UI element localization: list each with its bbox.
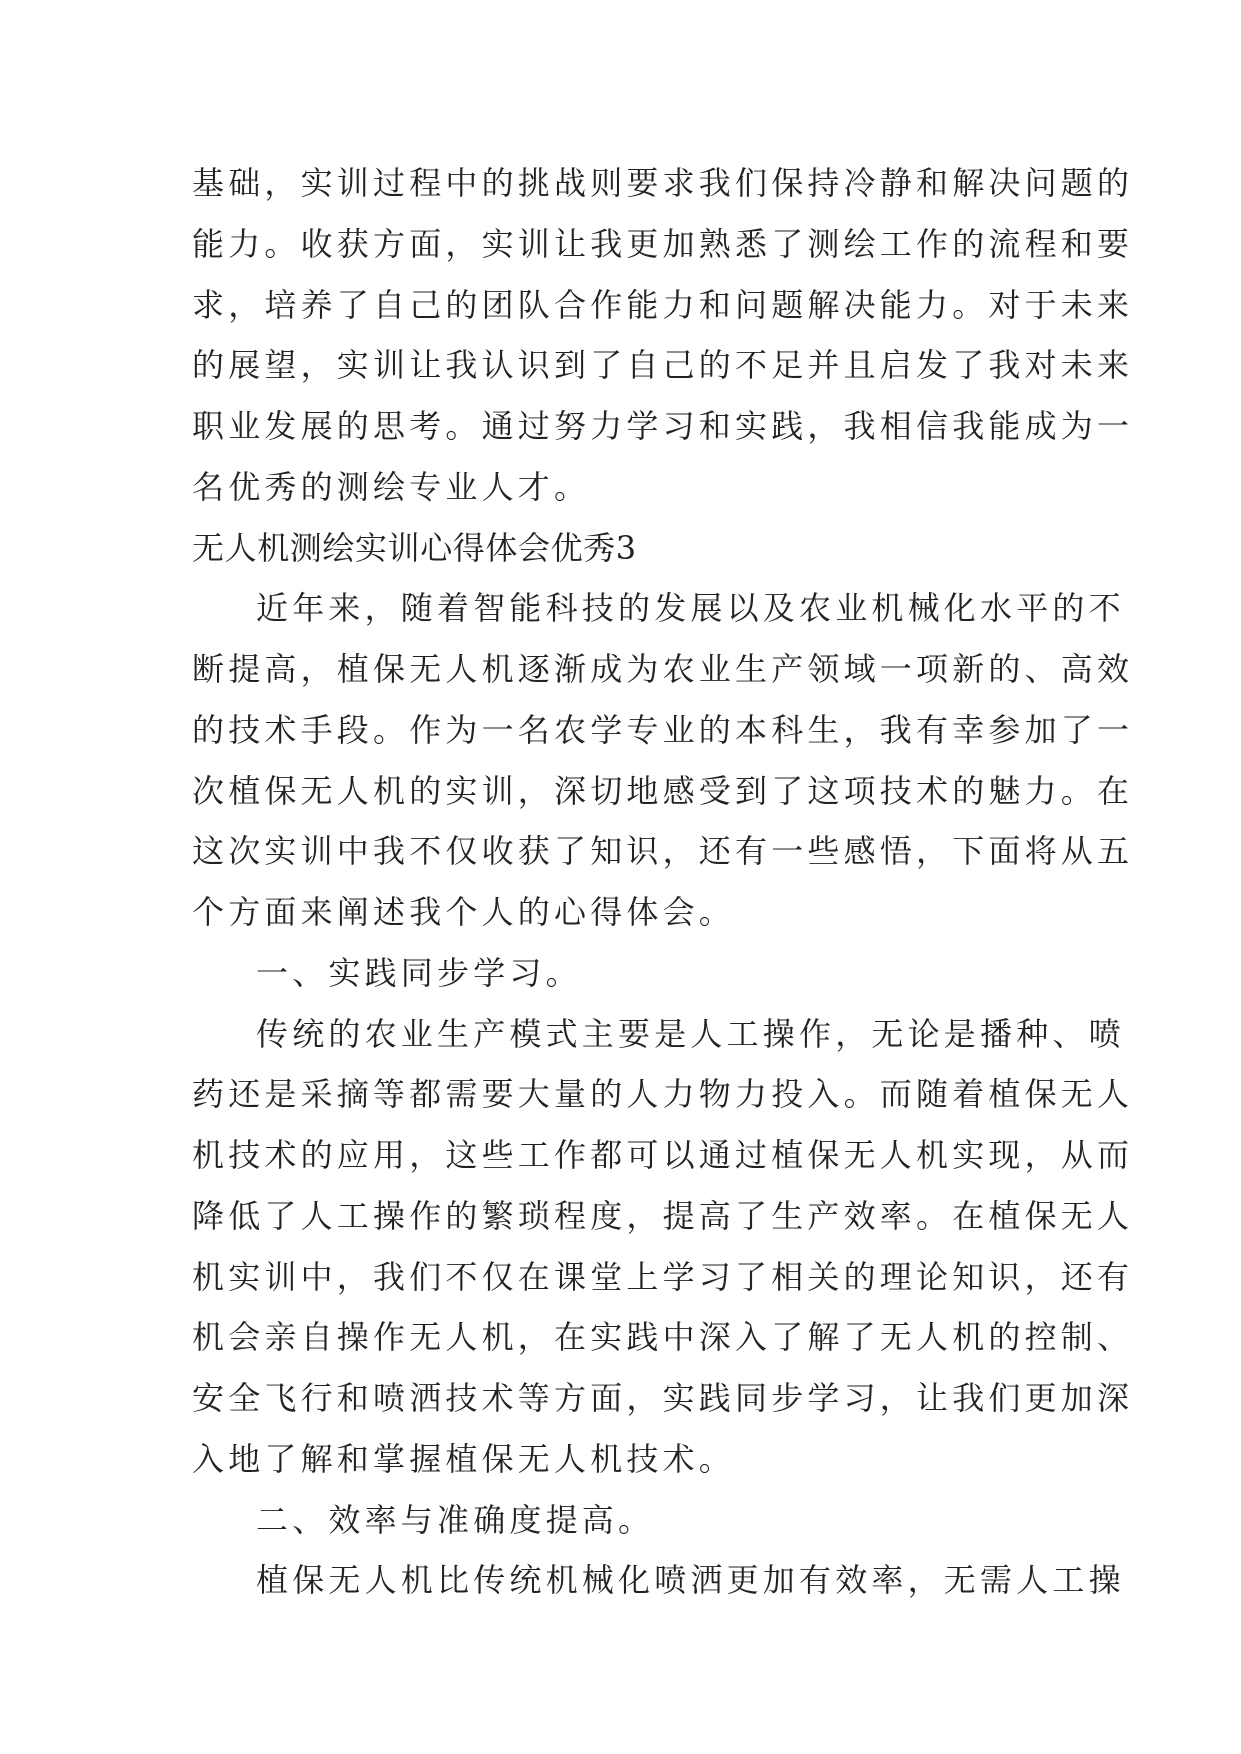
body-text-line: 降低了人工操作的繁琐程度，提高了生产效率。在植保无人 (192, 1197, 1134, 1235)
body-text-line: 次植保无人机的实训，深切地感受到了这项技术的魅力。在 (192, 772, 1134, 810)
body-text-line: 求，培养了自己的团队合作能力和问题解决能力。对于未来 (192, 286, 1134, 324)
body-text-line: 的展望，实训让我认识到了自己的不足并且启发了我对未来 (192, 346, 1134, 384)
subsection-heading: 一、实践同步学习。 (256, 954, 582, 992)
body-text-line: 植保无人机比传统机械化喷洒更加有效率，无需人工操 (256, 1561, 1125, 1599)
body-text-line: 传统的农业生产模式主要是人工操作，无论是播种、喷 (256, 1015, 1125, 1053)
body-text-line: 职业发展的思考。通过努力学习和实践，我相信我能成为一 (192, 407, 1134, 445)
body-text-line: 名优秀的测绘专业人才。 (192, 468, 591, 506)
body-text-line: 的技术手段。作为一名农学专业的本科生，我有幸参加了一 (192, 711, 1134, 749)
body-text-line: 基础，实训过程中的挑战则要求我们保持冷静和解决问题的 (192, 164, 1134, 202)
body-text-line: 药还是采摘等都需要大量的人力物力投入。而随着植保无人 (192, 1075, 1134, 1113)
body-text-line: 机会亲自操作无人机，在实践中深入了解了无人机的控制、 (192, 1318, 1134, 1356)
body-text-line: 断提高，植保无人机逐渐成为农业生产领域一项新的、高效 (192, 650, 1134, 688)
body-text-line: 机实训中，我们不仅在课堂上学习了相关的理论知识，还有 (192, 1258, 1134, 1296)
body-text-line: 入地了解和掌握植保无人机技术。 (192, 1440, 736, 1478)
body-text-line: 机技术的应用，这些工作都可以通过植保无人机实现，从而 (192, 1136, 1134, 1174)
section-heading: 无人机测绘实训心得体会优秀3 (192, 529, 637, 567)
body-text-line: 这次实训中我不仅收获了知识，还有一些感悟，下面将从五 (192, 832, 1134, 870)
body-text-line: 近年来，随着智能科技的发展以及农业机械化水平的不 (256, 589, 1125, 627)
body-text-line: 安全飞行和喷洒技术等方面，实践同步学习，让我们更加深 (192, 1379, 1134, 1417)
body-text-line: 能力。收获方面，实训让我更加熟悉了测绘工作的流程和要 (192, 225, 1134, 263)
subsection-heading: 二、效率与准确度提高。 (256, 1501, 655, 1539)
body-text-line: 个方面来阐述我个人的心得体会。 (192, 893, 736, 931)
